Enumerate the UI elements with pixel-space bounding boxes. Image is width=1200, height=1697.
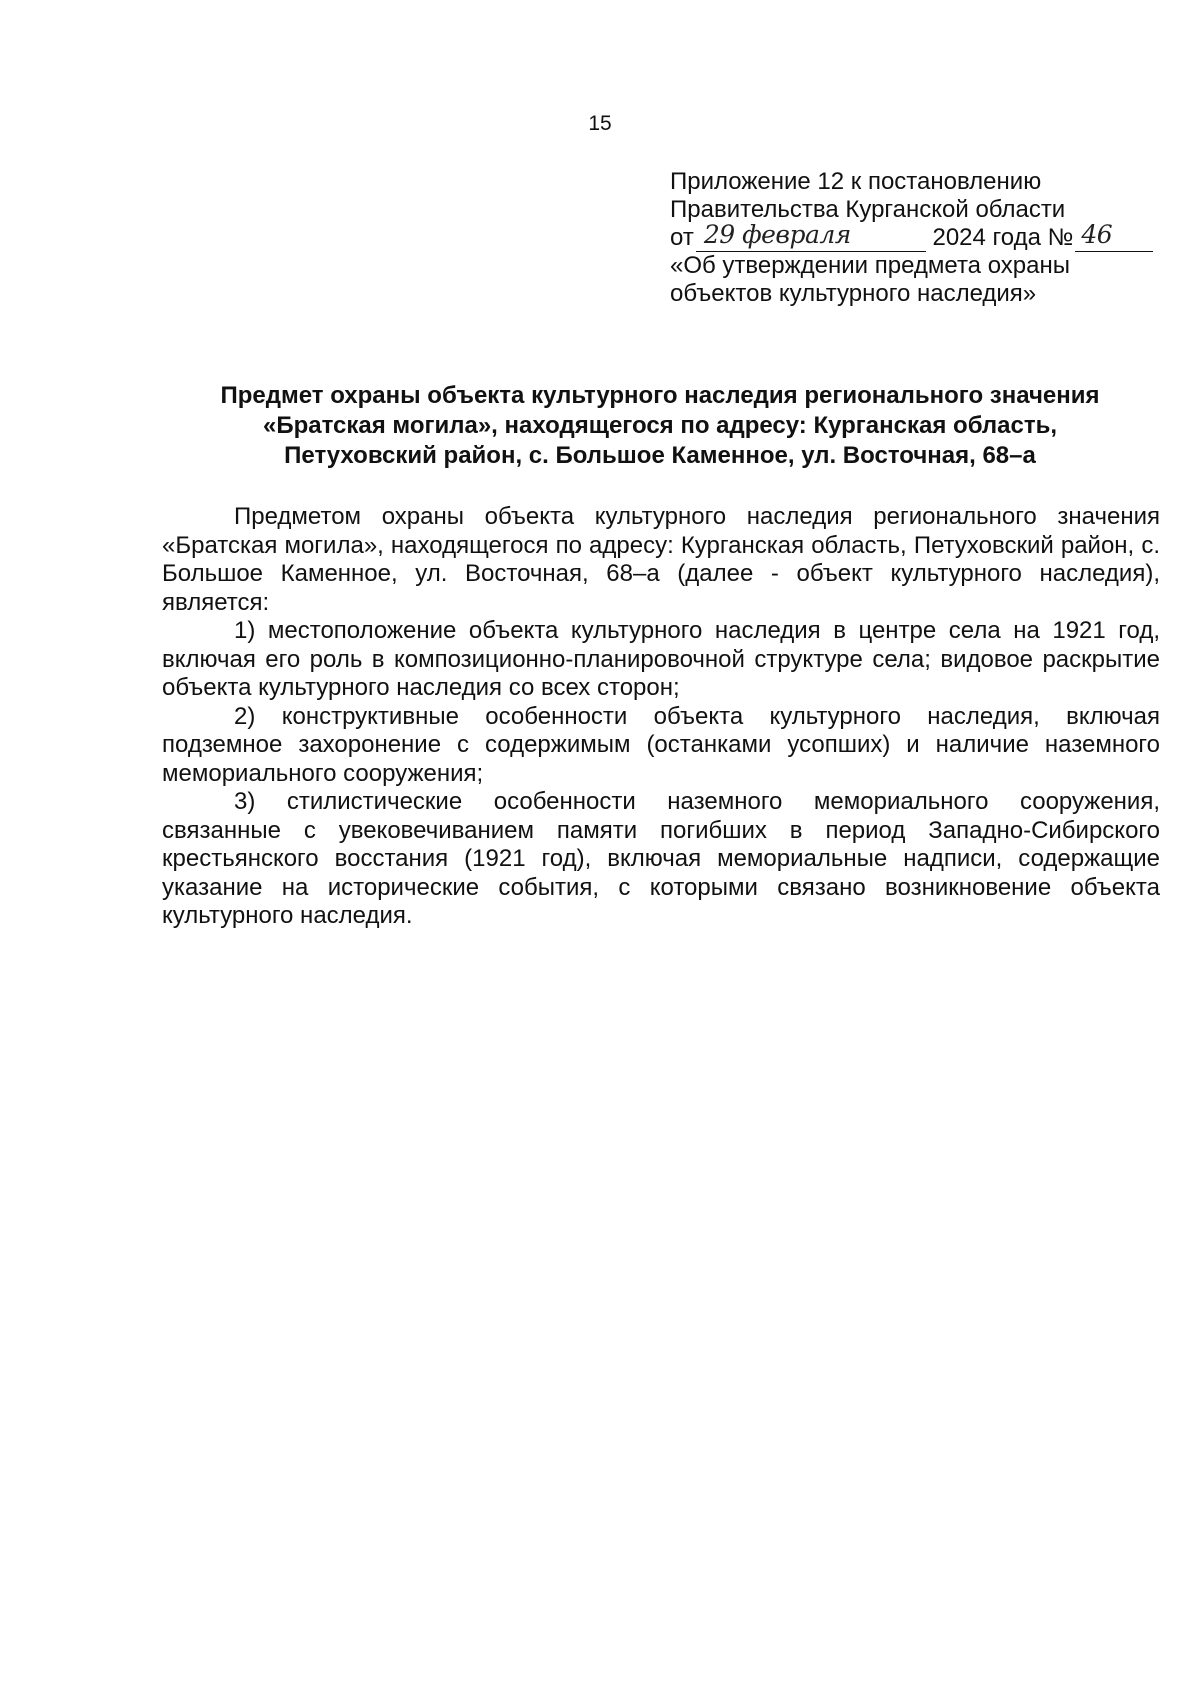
appendix-date-line <box>670 220 1140 252</box>
appendix-line-4: «Об утверждении предмета охраны <box>670 252 1070 279</box>
date-blank <box>696 220 926 252</box>
handwritten-number: 46 <box>1081 220 1113 249</box>
document-title <box>160 381 1160 471</box>
title-line-1: Предмет охраны объекта культурного наследия регионального значения <box>220 382 1100 409</box>
year-text: 2024 года № <box>932 224 1074 251</box>
appendix-line-2: Правительства Курганской области <box>670 196 1066 223</box>
date-prefix: от <box>670 224 694 251</box>
document-body <box>162 503 1160 931</box>
list-item: 1) местоположение объекта культурного наследия в центре села на 1921 год, включая его роль в композиционно-планировочной структуре села; видовое раскрытие объекта культурного наследия со всех сторон; <box>162 617 1160 701</box>
appendix-line-5: объектов культурного наследия» <box>670 280 1037 307</box>
appendix-block <box>670 168 1140 308</box>
title-line-2: «Братская могила», находящегося по адресу: Курганская область, <box>262 412 1058 439</box>
list-item: 3) стилистические особенности наземного мемориального сооружения, связанные с увековечиванием памяти погибших в период Западно-Сибирского крестьянского восстания (1921 год), включая мемориальные надписи, содержащие указание на исторические события, с которыми связано возникновение объекта культурного наследия. <box>162 788 1160 929</box>
handwritten-date: 29 февраля <box>703 220 851 249</box>
intro-paragraph: Предметом охраны объекта культурного наследия регионального значения «Братская могила», находящегося по адресу: Курганская область, Петуховский район, с. Большое Каменное, ул. Восточная, 68–а (далее - объект культурного наследия), является: <box>162 503 1160 616</box>
list-item: 2) конструктивные особенности объекта культурного наследия, включая подземное захоронение с содержимым (останками усопших) и наличие наземного мемориального сооружения; <box>162 702 1160 787</box>
number-blank <box>1075 220 1153 252</box>
appendix-line-1: Приложение 12 к постановлению <box>670 168 1042 195</box>
title-line-3: Петуховский район, с. Большое Каменное, ул. Восточная, 68–а <box>284 442 1036 469</box>
page-number: 15 <box>588 112 612 135</box>
